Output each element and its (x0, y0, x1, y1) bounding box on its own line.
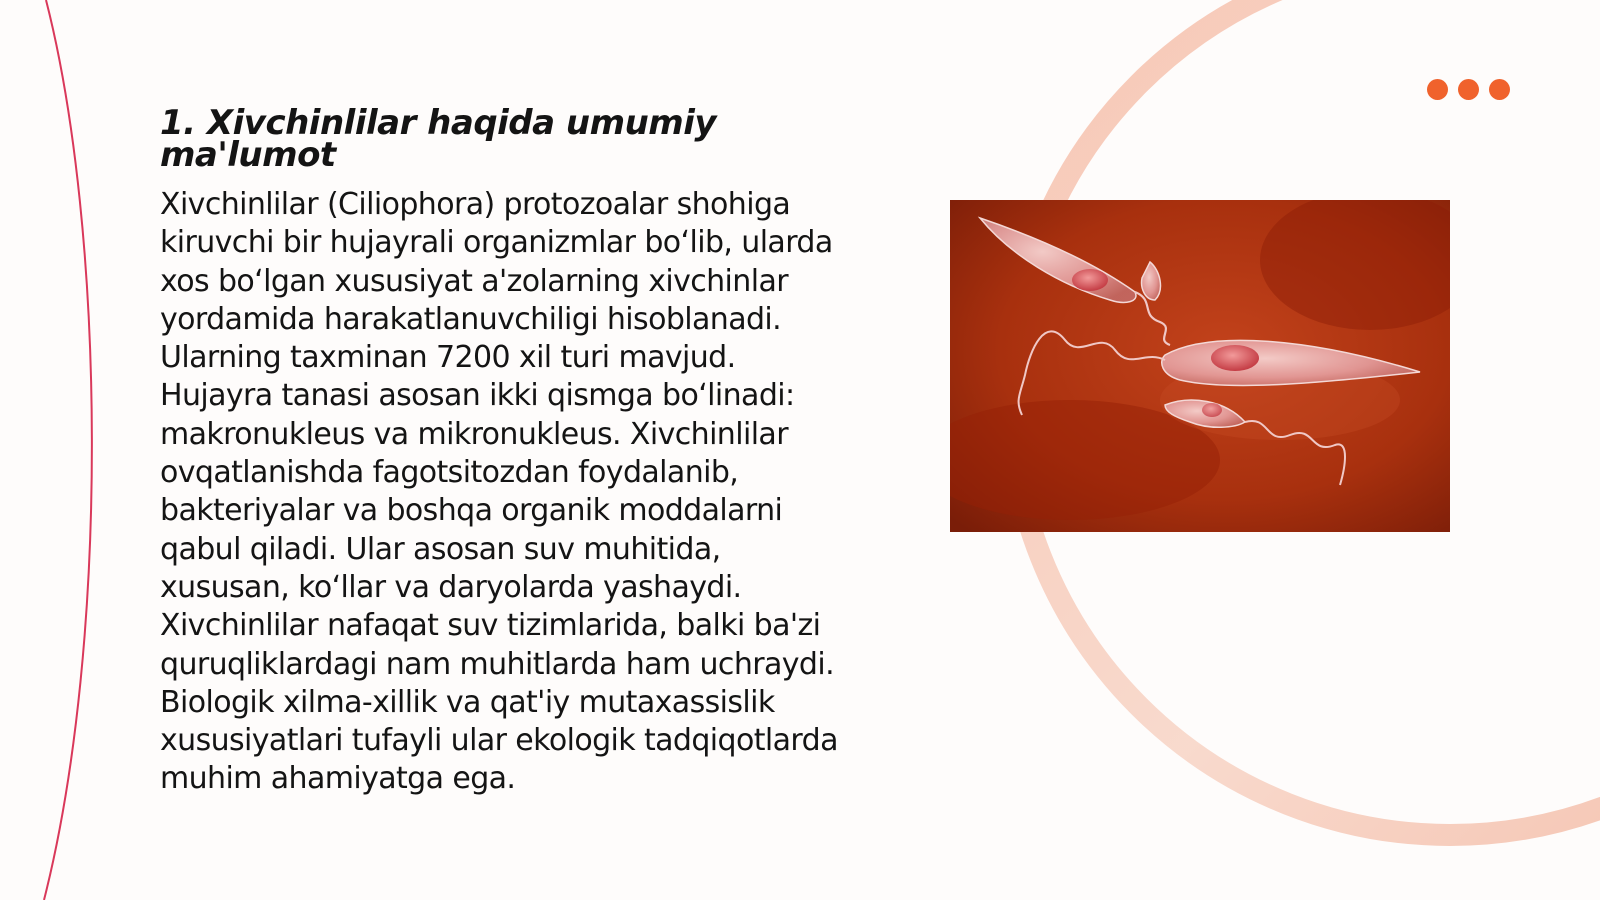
menu-dots (1427, 79, 1510, 100)
dot-icon (1427, 79, 1448, 100)
dot-icon (1489, 79, 1510, 100)
left-arc-line (44, 0, 92, 900)
slide-title: 1. Xivchinlilar haqida umumiy ma'lumot (160, 103, 717, 175)
flagellates-image (950, 200, 1450, 532)
dot-icon (1458, 79, 1479, 100)
slide-body-text: Xivchinlilar (Ciliophora) protozoalar shohiga kiruvchi bir hujayrali organizmlar bo‘lib, ularda xos bo‘lgan xususiyat a'zolarning xivchinlar yordamida harakatlanuvchiligi hisoblanadi. Ularning taxminan 7200 xil turi mavjud. Hujayra tanasi asosan ikki qismga bo‘linadi: makronukleus va mikronukleus. Xivchinlilar ovqatlanishda fagotsitozdan foydalanib, bakteriyalar va boshqa organik moddalarni qabul qiladi. Ular asosan suv muhitida, xususan, ko‘llar va daryolarda yashaydi. Xivchinlilar nafaqat suv tizimlarida, balki ba'zi quruqliklardagi nam muhitlarda ham uchraydi. Biologik xilma-xillik va qat'iy mutaxassislik xususiyatlari tufayli ular ekologik tadqiqotlarda muhim ahamiyatga ega. (160, 187, 838, 797)
